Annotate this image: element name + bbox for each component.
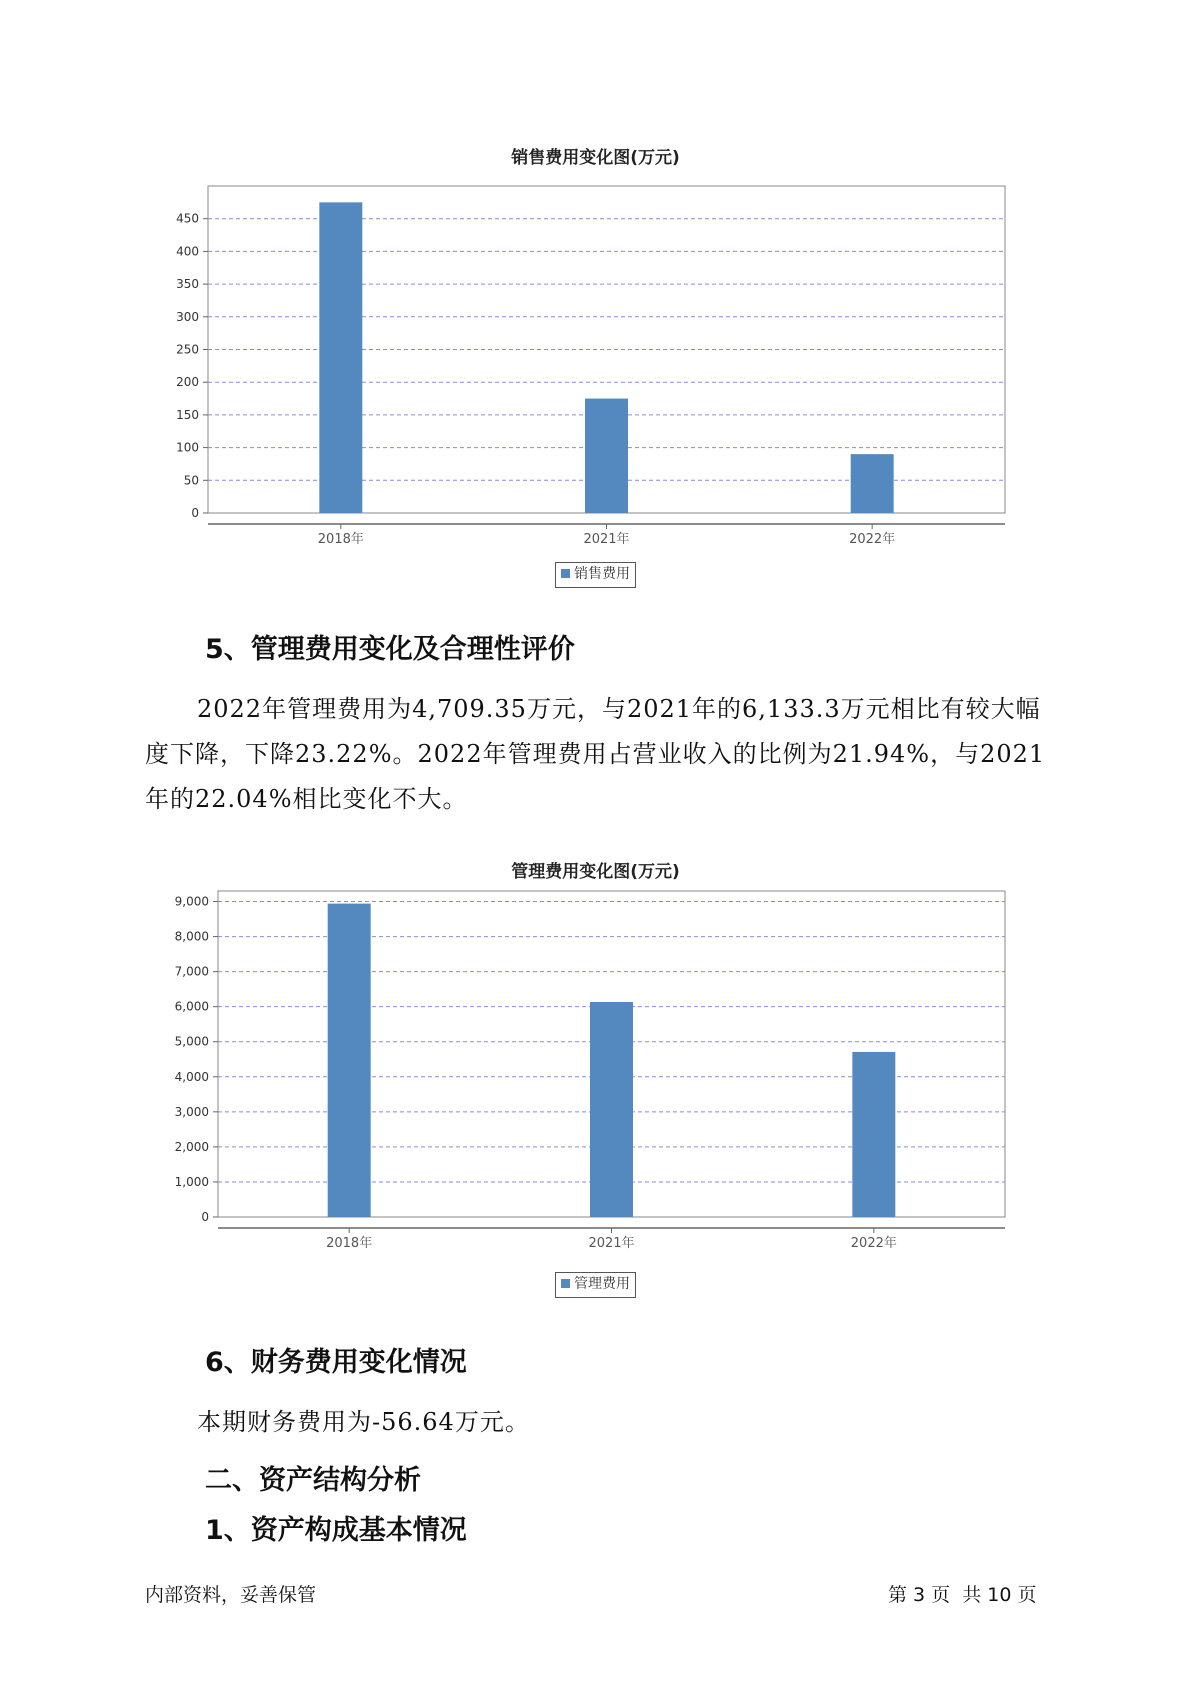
legend-swatch-icon xyxy=(561,1279,570,1288)
part2-section1-heading: 1、资产构成基本情况 xyxy=(205,1515,467,1546)
chart1-ytick-label: 100 xyxy=(176,440,199,455)
chart1-xtick-label: 2022年 xyxy=(849,532,896,547)
section5-heading: 5、管理费用变化及合理性评价 xyxy=(205,634,575,665)
chart1-ytick-label: 350 xyxy=(176,277,199,292)
section5-paragraph: 2022年管理费用为4,709.35万元，与2021年的6,133.3万元相比有较大幅度下降，下降23.22%。2022年管理费用占营业收入的比例为21.94%，与2021年的22.04%相比变化不大。 xyxy=(145,695,1046,813)
chart2-ytick-label: 7,000 xyxy=(174,964,209,979)
chart2-ytick-label: 1,000 xyxy=(174,1174,209,1189)
chart1-ytick-label: 450 xyxy=(176,211,199,226)
chart2-bar xyxy=(852,1052,895,1217)
footer-page-number: 第 3 页 共 10 页 xyxy=(888,1584,1037,1606)
chart1-ytick-label: 150 xyxy=(176,407,199,422)
chart2-xtick-label: 2022年 xyxy=(850,1236,897,1251)
chart1-xtick-label: 2018年 xyxy=(317,532,364,547)
chart1-xtick-label: 2021年 xyxy=(583,532,630,547)
footer-confidential: 内部资料，妥善保管 xyxy=(145,1584,317,1606)
chart1-ytick-label: 0 xyxy=(191,506,199,520)
section6-heading: 6、财务费用变化情况 xyxy=(205,1347,467,1378)
chart2-ytick-label: 4,000 xyxy=(174,1069,209,1084)
chart2-legend-label: 管理费用 xyxy=(574,1276,630,1292)
chart1-ytick-label: 300 xyxy=(176,309,199,324)
chart2-ytick-label: 0 xyxy=(201,1210,209,1224)
chart2-bar xyxy=(328,904,371,1217)
chart1-ytick-label: 200 xyxy=(176,375,199,390)
chart1-title: 销售费用变化图(万元) xyxy=(511,148,680,168)
chart1-ytick-label: 250 xyxy=(176,342,199,357)
chart2-ytick-label: 5,000 xyxy=(174,1034,209,1049)
chart1-ytick-label: 400 xyxy=(176,244,199,259)
part2-heading: 二、资产结构分析 xyxy=(205,1465,421,1496)
chart2-xtick-label: 2018年 xyxy=(326,1236,373,1251)
chart2-ytick-label: 6,000 xyxy=(174,999,209,1014)
chart1-ytick-label: 50 xyxy=(183,473,199,488)
section6-paragraph: 本期财务费用为-56.64万元。 xyxy=(197,1408,530,1436)
chart2-ytick-label: 2,000 xyxy=(174,1139,209,1154)
chart2-ytick-label: 9,000 xyxy=(174,894,209,909)
chart2-ytick-label: 3,000 xyxy=(174,1104,209,1119)
chart2-title: 管理费用变化图(万元) xyxy=(511,862,680,882)
chart2-xtick-label: 2021年 xyxy=(588,1236,635,1251)
chart2-ytick-label: 8,000 xyxy=(174,929,209,944)
chart1-legend-label: 销售费用 xyxy=(574,566,630,582)
chart2-legend xyxy=(555,1272,636,1298)
chart2-bar xyxy=(590,1002,633,1217)
